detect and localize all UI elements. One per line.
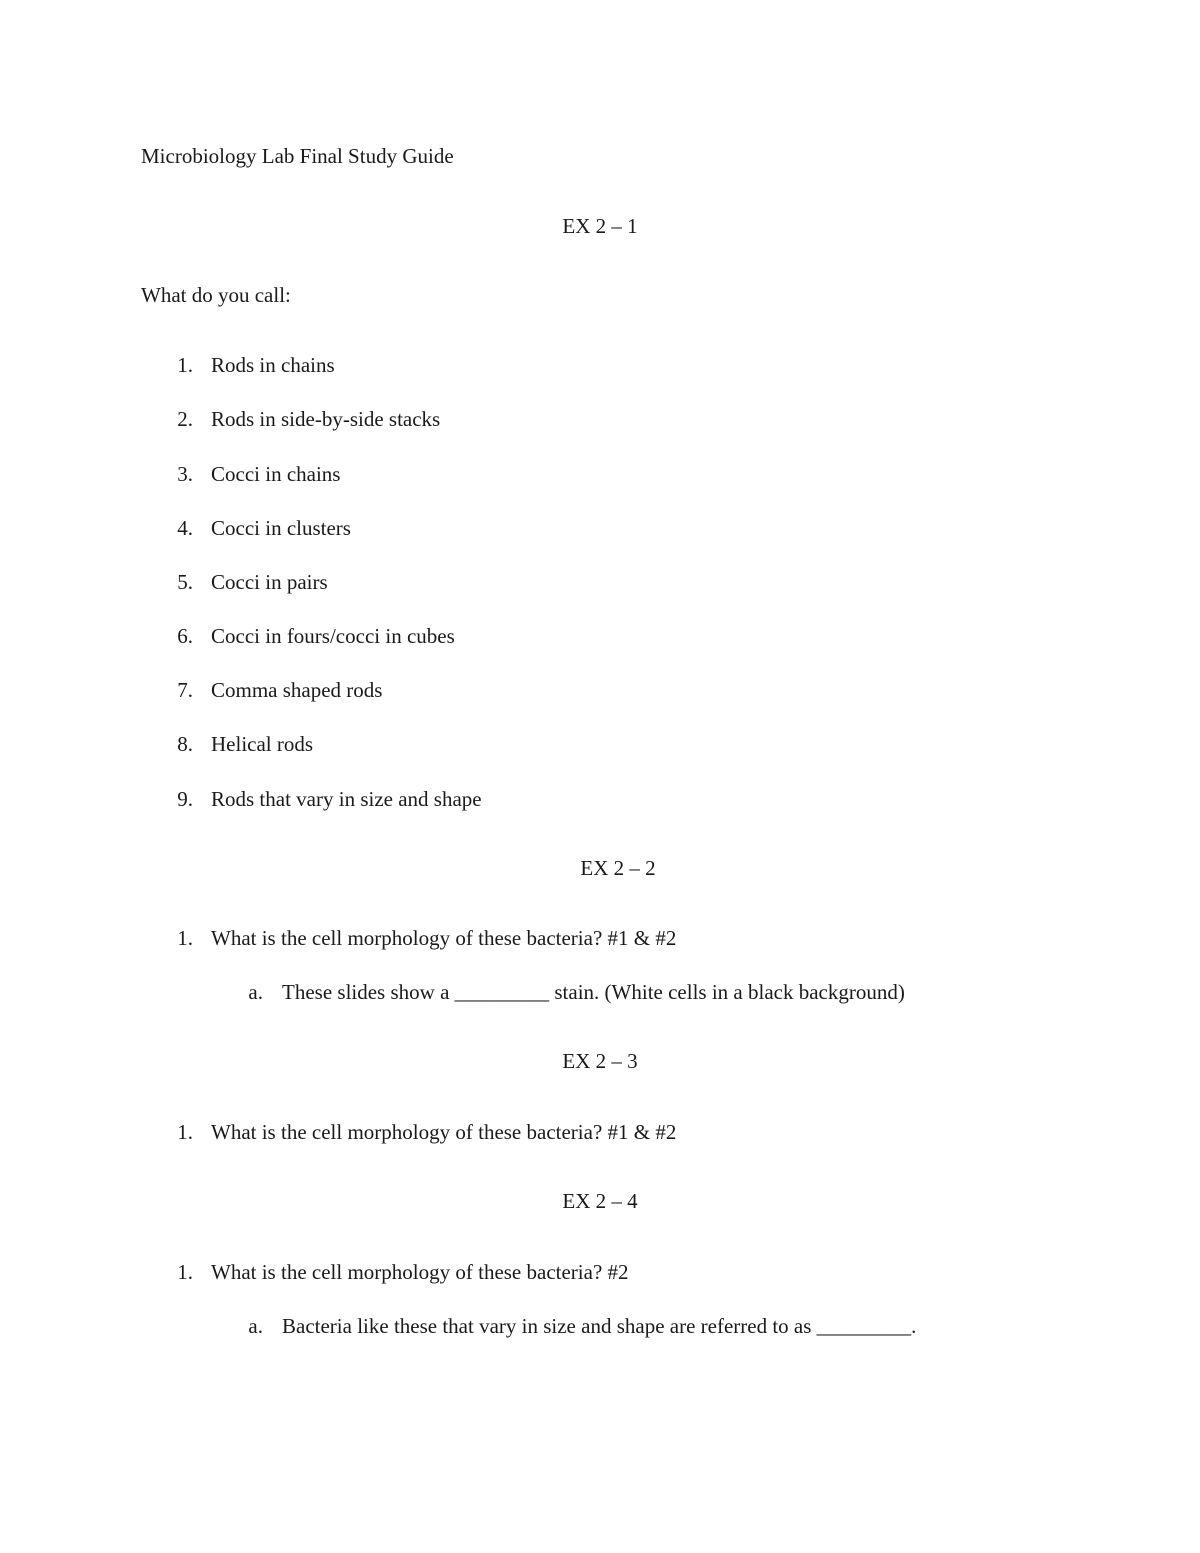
list-item: Cocci in clusters [211,516,351,540]
list-item: What is the cell morphology of these bacteria? #2 [211,1260,629,1284]
section-heading-ex-2-3: EX 2 – 3 [562,1049,638,1073]
list-item: Comma shaped rods [211,678,383,702]
list-item-marker: 1. [177,926,193,950]
list-item-marker: 1. [177,1260,193,1284]
list-item: Cocci in chains [211,462,341,486]
list-item-marker: 7. [177,678,193,702]
list-item: What is the cell morphology of these bacteria? #1 & #2 [211,1120,677,1144]
sub-item: These slides show a _________ stain. (White cells in a black background) [282,980,905,1004]
list-item-marker: 8. [177,732,193,756]
list-item-marker: 4. [177,516,193,540]
section-heading-ex-2-4: EX 2 – 4 [562,1189,638,1213]
section-heading-ex-2-1: EX 2 – 1 [562,214,638,238]
list-item: Cocci in pairs [211,570,328,594]
list-item: What is the cell morphology of these bacteria? #1 & #2 [211,926,677,950]
list-item: Rods that vary in size and shape [211,787,482,811]
section-intro: What do you call: [141,283,291,307]
list-item-marker: 6. [177,624,193,648]
list-item: Rods in chains [211,353,335,377]
document-title: Microbiology Lab Final Study Guide [141,144,454,168]
list-item-marker: 2. [177,407,193,431]
sub-item-marker: a. [248,980,263,1004]
sub-item: Bacteria like these that vary in size and shape are referred to as _________. [282,1314,917,1338]
list-item: Cocci in fours/cocci in cubes [211,624,455,648]
list-item-marker: 5. [177,570,193,594]
list-item-marker: 1. [177,1120,193,1144]
list-item-marker: 9. [177,787,193,811]
list-item: Rods in side-by-side stacks [211,407,441,431]
list-item: Helical rods [211,732,314,756]
section-heading-ex-2-2: EX 2 – 2 [580,856,656,880]
list-item-marker: 3. [177,462,193,486]
list-item-marker: 1. [177,353,193,377]
sub-item-marker: a. [248,1314,263,1338]
